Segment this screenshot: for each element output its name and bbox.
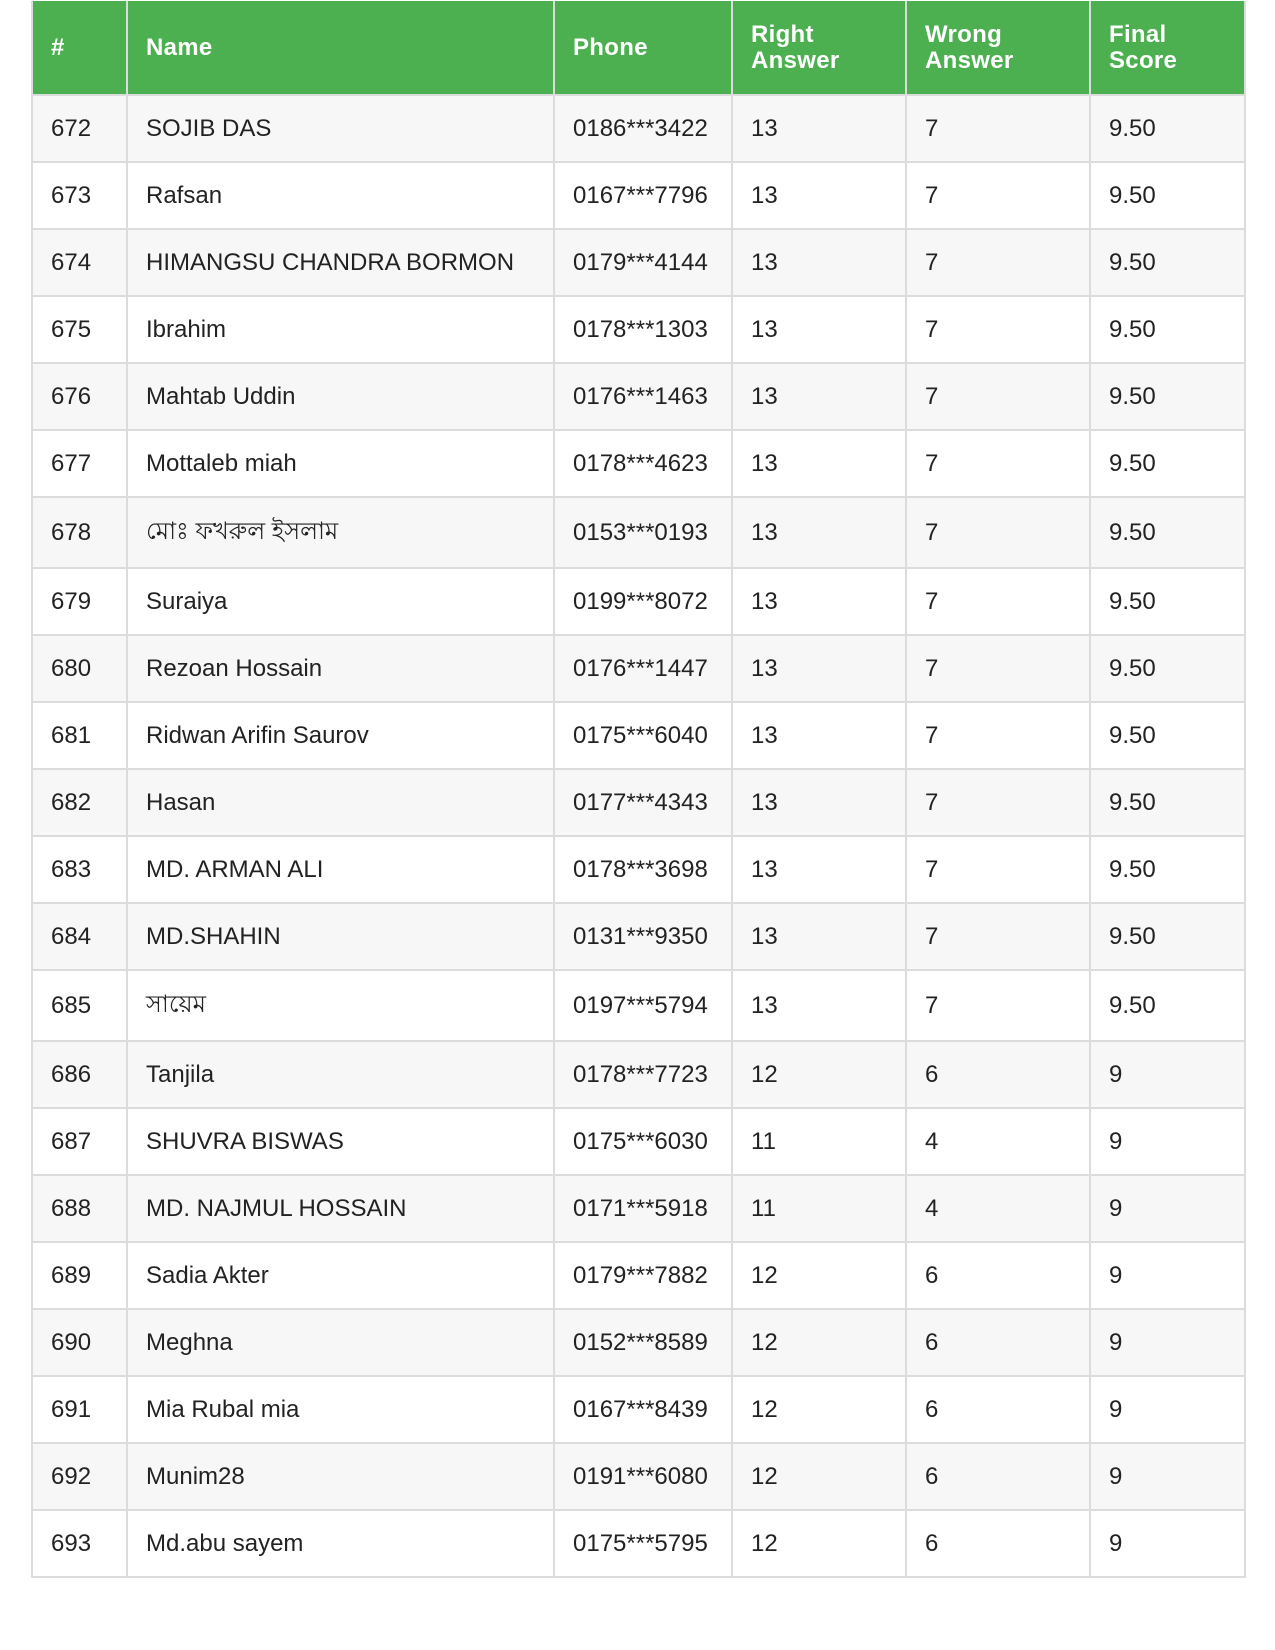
cell-name: Tanjila	[127, 1041, 554, 1108]
cell-wrong-answer: 6	[906, 1309, 1090, 1376]
cell-name: Mahtab Uddin	[127, 363, 554, 430]
cell-right-answer: 12	[732, 1510, 906, 1577]
cell-right-answer: 13	[732, 497, 906, 568]
cell-name: মোঃ ফখরুল ইসলাম	[127, 497, 554, 568]
cell-wrong-answer: 7	[906, 229, 1090, 296]
table-header	[32, 1, 1245, 95]
table-row	[32, 95, 1245, 162]
cell-phone: 0179***4144	[554, 229, 732, 296]
cell-wrong-answer: 7	[906, 970, 1090, 1041]
cell-rank: 675	[32, 296, 127, 363]
cell-wrong-answer: 7	[906, 162, 1090, 229]
cell-phone: 0175***5795	[554, 1510, 732, 1577]
header-right-answer-line-1: Right	[751, 20, 814, 48]
cell-final-score: 9.50	[1090, 568, 1245, 635]
cell-name: Suraiya	[127, 568, 554, 635]
cell-phone: 0153***0193	[554, 497, 732, 568]
cell-name: Ibrahim	[127, 296, 554, 363]
cell-final-score: 9.50	[1090, 430, 1245, 497]
cell-final-score: 9.50	[1090, 497, 1245, 568]
cell-rank: 689	[32, 1242, 127, 1309]
cell-final-score: 9.50	[1090, 702, 1245, 769]
cell-name: SHUVRA BISWAS	[127, 1108, 554, 1175]
cell-right-answer: 13	[732, 363, 906, 430]
cell-wrong-answer: 4	[906, 1175, 1090, 1242]
cell-wrong-answer: 7	[906, 497, 1090, 568]
cell-phone: 0175***6040	[554, 702, 732, 769]
table-row	[32, 836, 1245, 903]
cell-right-answer: 12	[732, 1443, 906, 1510]
cell-phone: 0152***8589	[554, 1309, 732, 1376]
cell-final-score: 9.50	[1090, 296, 1245, 363]
cell-rank: 684	[32, 903, 127, 970]
cell-phone: 0176***1463	[554, 363, 732, 430]
cell-phone: 0167***8439	[554, 1376, 732, 1443]
table-row	[32, 1443, 1245, 1510]
table-row	[32, 296, 1245, 363]
cell-final-score: 9	[1090, 1108, 1245, 1175]
cell-name: সায়েম	[127, 970, 554, 1041]
table-row	[32, 1242, 1245, 1309]
cell-right-answer: 13	[732, 95, 906, 162]
cell-name: MD.SHAHIN	[127, 903, 554, 970]
cell-right-answer: 12	[732, 1242, 906, 1309]
cell-phone: 0131***9350	[554, 903, 732, 970]
cell-final-score: 9	[1090, 1041, 1245, 1108]
cell-wrong-answer: 7	[906, 430, 1090, 497]
cell-right-answer: 13	[732, 568, 906, 635]
header-phone-line-1: Phone	[573, 33, 648, 61]
cell-rank: 676	[32, 363, 127, 430]
cell-phone: 0171***5918	[554, 1175, 732, 1242]
cell-name: HIMANGSU CHANDRA BORMON	[127, 229, 554, 296]
cell-right-answer: 13	[732, 296, 906, 363]
cell-rank: 674	[32, 229, 127, 296]
cell-rank: 692	[32, 1443, 127, 1510]
cell-final-score: 9.50	[1090, 836, 1245, 903]
table-row	[32, 1175, 1245, 1242]
table-row	[32, 363, 1245, 430]
table-row	[32, 1510, 1245, 1577]
table-row	[32, 635, 1245, 702]
cell-name: Mia Rubal mia	[127, 1376, 554, 1443]
cell-rank: 687	[32, 1108, 127, 1175]
table-row	[32, 1041, 1245, 1108]
cell-final-score: 9.50	[1090, 903, 1245, 970]
cell-phone: 0199***8072	[554, 568, 732, 635]
header-final-score-line-2: Score	[1109, 46, 1178, 74]
cell-phone: 0175***6030	[554, 1108, 732, 1175]
cell-wrong-answer: 6	[906, 1242, 1090, 1309]
cell-name: MD. ARMAN ALI	[127, 836, 554, 903]
cell-right-answer: 13	[732, 970, 906, 1041]
cell-name: Rafsan	[127, 162, 554, 229]
cell-final-score: 9	[1090, 1175, 1245, 1242]
cell-final-score: 9	[1090, 1242, 1245, 1309]
cell-name: Mottaleb miah	[127, 430, 554, 497]
cell-phone: 0178***4623	[554, 430, 732, 497]
cell-final-score: 9.50	[1090, 363, 1245, 430]
results-table-container	[31, 1, 1244, 1578]
cell-final-score: 9.50	[1090, 162, 1245, 229]
table-row	[32, 1309, 1245, 1376]
header-final-score	[1090, 1, 1245, 95]
cell-rank: 682	[32, 769, 127, 836]
cell-right-answer: 13	[732, 430, 906, 497]
table-row	[32, 568, 1245, 635]
cell-rank: 685	[32, 970, 127, 1041]
cell-final-score: 9.50	[1090, 970, 1245, 1041]
cell-final-score: 9.50	[1090, 229, 1245, 296]
table-row	[32, 497, 1245, 568]
results-table	[31, 1, 1246, 1578]
cell-right-answer: 13	[732, 635, 906, 702]
cell-rank: 693	[32, 1510, 127, 1577]
cell-right-answer: 11	[732, 1108, 906, 1175]
cell-name: Hasan	[127, 769, 554, 836]
cell-right-answer: 13	[732, 162, 906, 229]
cell-name: Md.abu sayem	[127, 1510, 554, 1577]
table-row	[32, 162, 1245, 229]
cell-name: Ridwan Arifin Saurov	[127, 702, 554, 769]
cell-final-score: 9.50	[1090, 635, 1245, 702]
cell-phone: 0178***3698	[554, 836, 732, 903]
cell-final-score: 9	[1090, 1309, 1245, 1376]
cell-right-answer: 13	[732, 702, 906, 769]
cell-rank: 679	[32, 568, 127, 635]
table-row	[32, 970, 1245, 1041]
cell-phone: 0186***3422	[554, 95, 732, 162]
cell-rank: 673	[32, 162, 127, 229]
cell-rank: 680	[32, 635, 127, 702]
header-right-answer-line-2: Answer	[751, 46, 840, 74]
cell-final-score: 9.50	[1090, 769, 1245, 836]
cell-wrong-answer: 7	[906, 769, 1090, 836]
header-wrong-answer	[906, 1, 1090, 95]
cell-right-answer: 13	[732, 229, 906, 296]
cell-phone: 0197***5794	[554, 970, 732, 1041]
cell-final-score: 9	[1090, 1443, 1245, 1510]
table-row	[32, 229, 1245, 296]
cell-wrong-answer: 7	[906, 296, 1090, 363]
cell-right-answer: 12	[732, 1041, 906, 1108]
header-row	[32, 1, 1245, 95]
cell-wrong-answer: 7	[906, 702, 1090, 769]
cell-phone: 0191***6080	[554, 1443, 732, 1510]
cell-rank: 672	[32, 95, 127, 162]
cell-final-score: 9	[1090, 1376, 1245, 1443]
header-wrong-answer-line-1: Wrong	[925, 20, 1003, 48]
header-wrong-answer-line-2: Answer	[925, 46, 1014, 74]
cell-phone: 0167***7796	[554, 162, 732, 229]
cell-rank: 677	[32, 430, 127, 497]
cell-rank: 678	[32, 497, 127, 568]
header-name	[127, 1, 554, 95]
cell-right-answer: 12	[732, 1376, 906, 1443]
cell-name: Rezoan Hossain	[127, 635, 554, 702]
cell-rank: 686	[32, 1041, 127, 1108]
cell-wrong-answer: 6	[906, 1443, 1090, 1510]
cell-wrong-answer: 7	[906, 836, 1090, 903]
header-right-answer	[732, 1, 906, 95]
cell-wrong-answer: 7	[906, 363, 1090, 430]
cell-name: SOJIB DAS	[127, 95, 554, 162]
cell-phone: 0177***4343	[554, 769, 732, 836]
cell-name: Munim28	[127, 1443, 554, 1510]
cell-wrong-answer: 7	[906, 635, 1090, 702]
table-row	[32, 1108, 1245, 1175]
table-row	[32, 702, 1245, 769]
cell-rank: 683	[32, 836, 127, 903]
cell-final-score: 9	[1090, 1510, 1245, 1577]
cell-rank: 688	[32, 1175, 127, 1242]
cell-name: MD. NAJMUL HOSSAIN	[127, 1175, 554, 1242]
cell-wrong-answer: 4	[906, 1108, 1090, 1175]
cell-wrong-answer: 6	[906, 1376, 1090, 1443]
cell-phone: 0178***7723	[554, 1041, 732, 1108]
table-row	[32, 1376, 1245, 1443]
cell-right-answer: 13	[732, 769, 906, 836]
header-num	[32, 1, 127, 95]
header-name-line-1: Name	[146, 33, 213, 61]
table-row	[32, 430, 1245, 497]
cell-phone: 0179***7882	[554, 1242, 732, 1309]
cell-wrong-answer: 7	[906, 903, 1090, 970]
cell-right-answer: 11	[732, 1175, 906, 1242]
cell-name: Sadia Akter	[127, 1242, 554, 1309]
cell-wrong-answer: 6	[906, 1041, 1090, 1108]
cell-name: Meghna	[127, 1309, 554, 1376]
cell-rank: 681	[32, 702, 127, 769]
cell-phone: 0176***1447	[554, 635, 732, 702]
header-final-score-line-1: Final	[1109, 20, 1167, 48]
cell-wrong-answer: 7	[906, 95, 1090, 162]
cell-phone: 0178***1303	[554, 296, 732, 363]
cell-final-score: 9.50	[1090, 95, 1245, 162]
cell-rank: 690	[32, 1309, 127, 1376]
cell-wrong-answer: 6	[906, 1510, 1090, 1577]
table-body	[32, 95, 1245, 1577]
cell-right-answer: 13	[732, 903, 906, 970]
cell-right-answer: 13	[732, 836, 906, 903]
cell-rank: 691	[32, 1376, 127, 1443]
header-phone	[554, 1, 732, 95]
table-row	[32, 769, 1245, 836]
cell-right-answer: 12	[732, 1309, 906, 1376]
cell-wrong-answer: 7	[906, 568, 1090, 635]
header-num-line-1: #	[51, 33, 65, 61]
table-row	[32, 903, 1245, 970]
